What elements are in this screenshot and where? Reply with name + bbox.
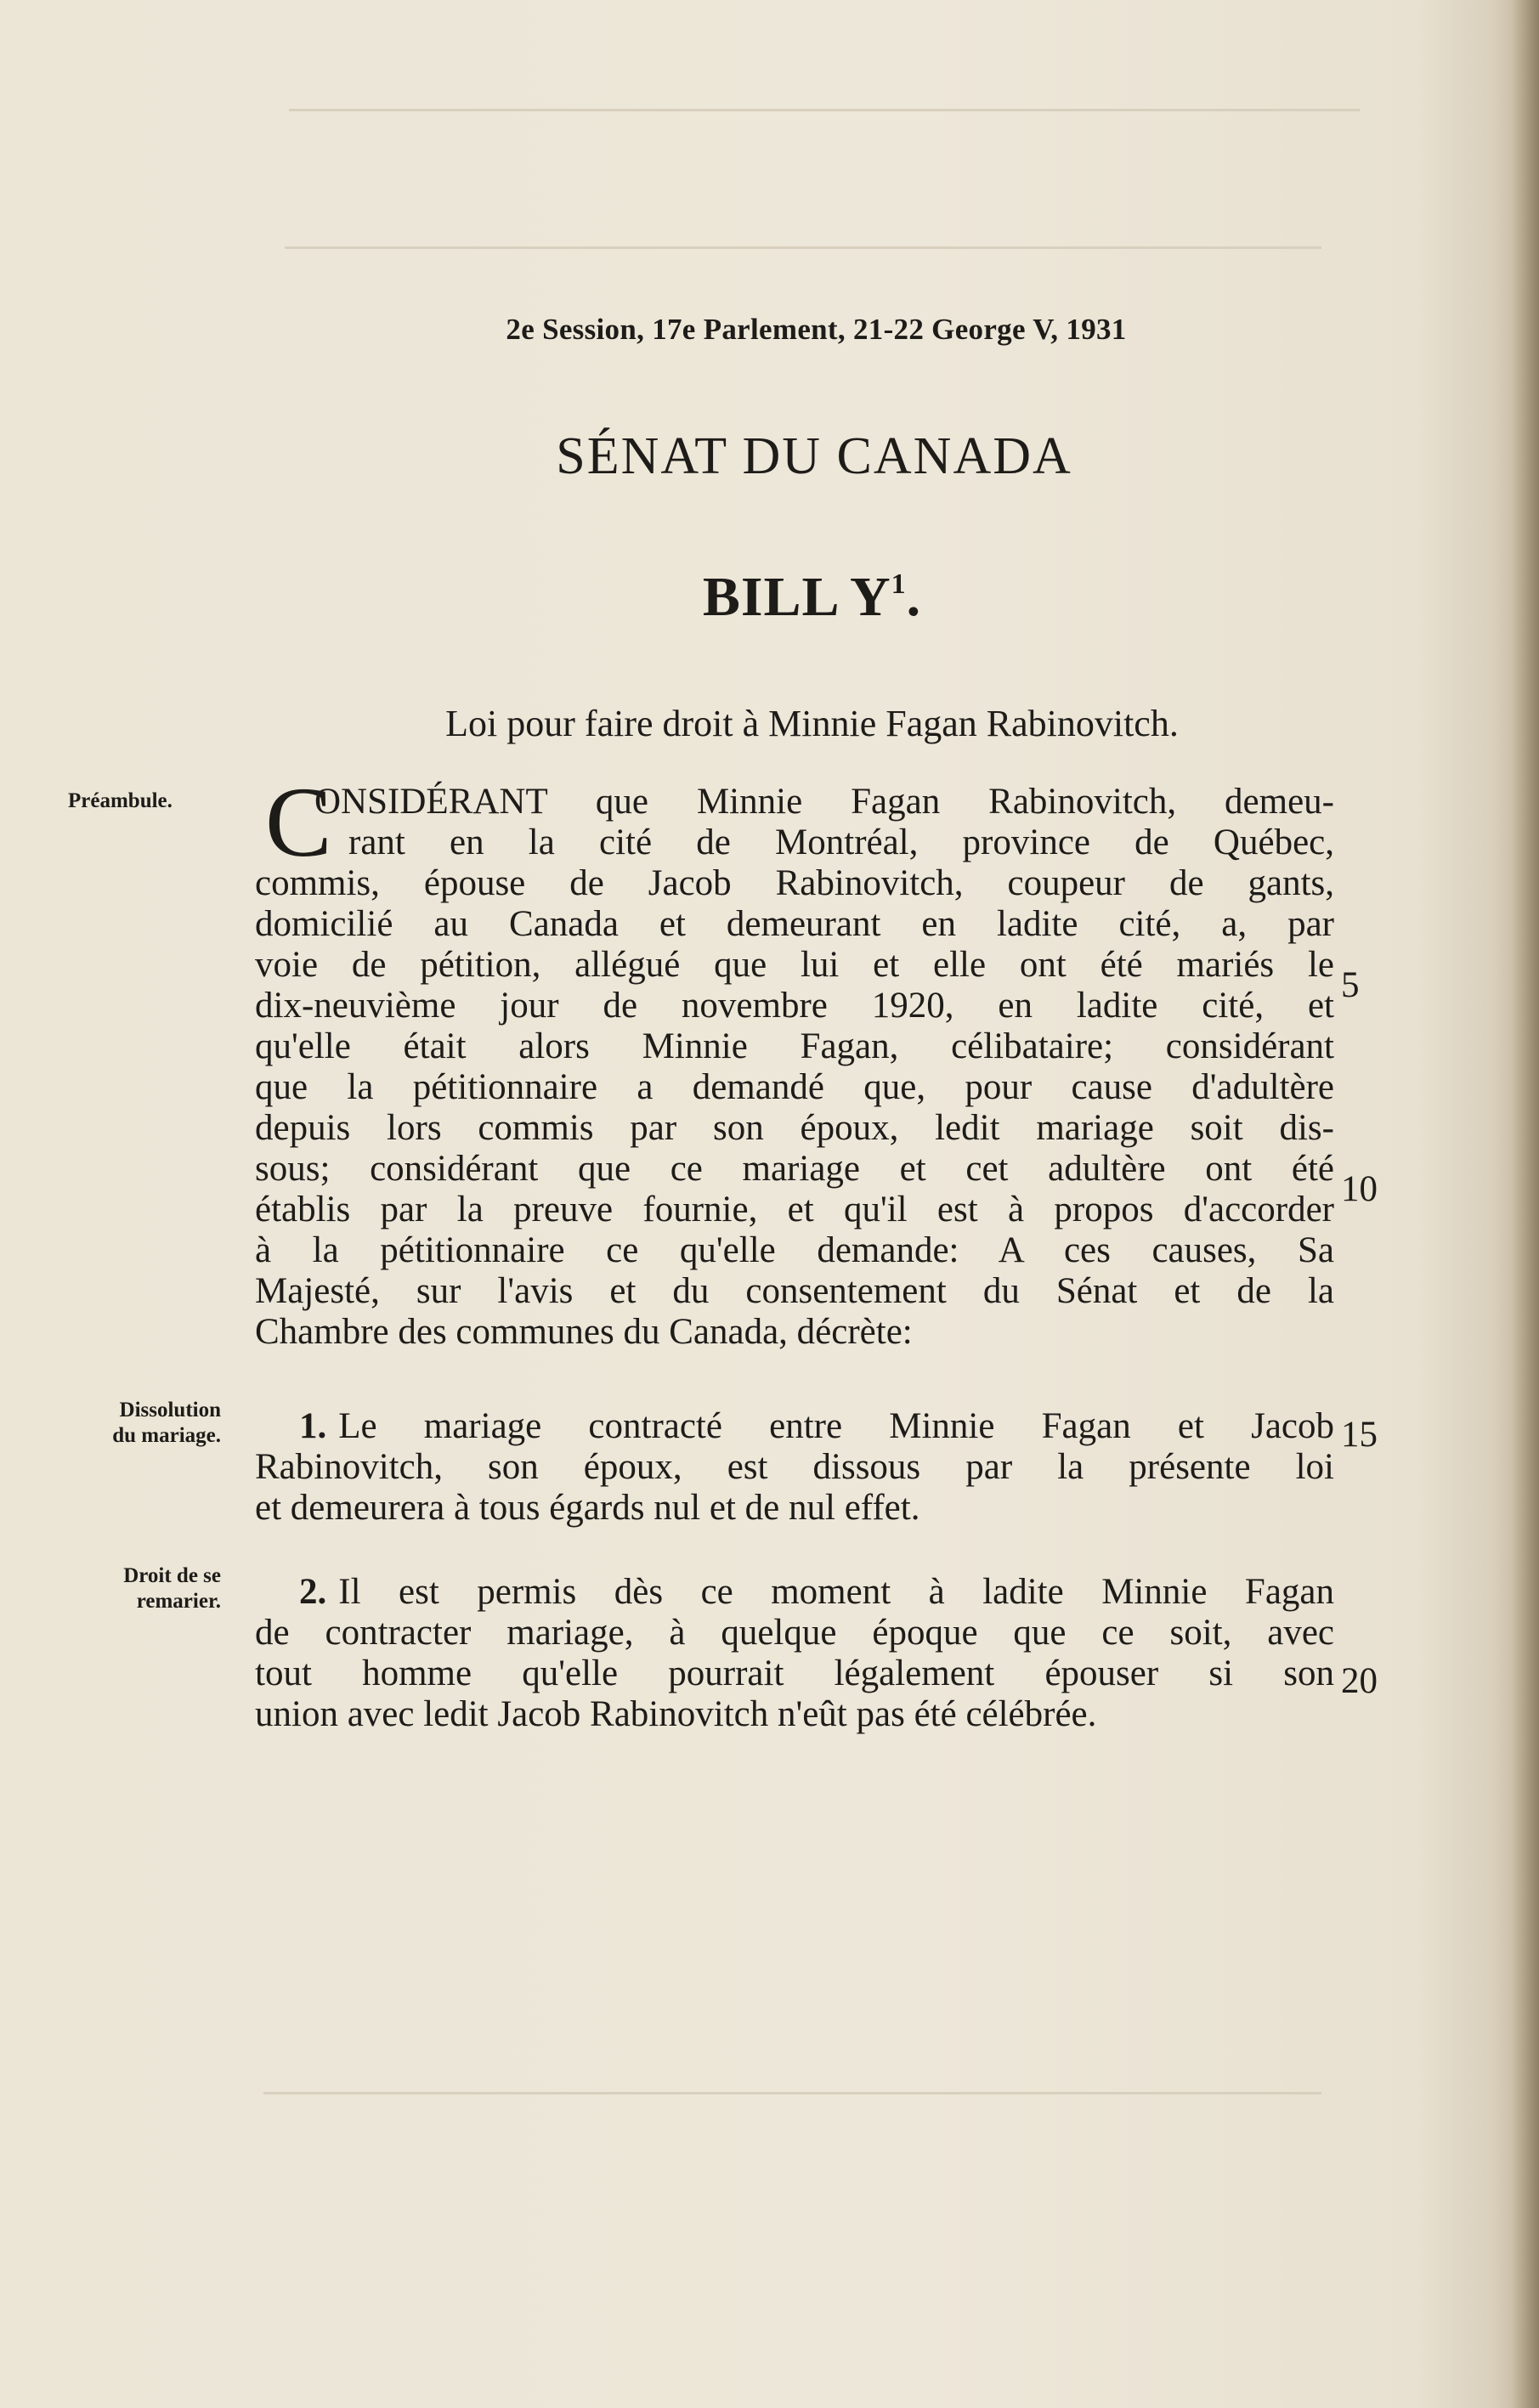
text-line: Majesté, sur l'avis et du consentement du Sénat et de la bbox=[255, 1271, 1334, 1311]
text-line: à la pétitionnaire ce qu'elle demande: A ces causes, Sa bbox=[255, 1230, 1334, 1270]
text-line: tout homme qu'elle pourrait légalement épouser si son bbox=[255, 1653, 1334, 1693]
article-number: 1. bbox=[299, 1406, 327, 1446]
line-number: 15 bbox=[1341, 1415, 1378, 1455]
margin-note-line: remarier. bbox=[136, 1590, 221, 1613]
text-line: et demeurera à tous égards nul et de nul effet. bbox=[255, 1488, 920, 1528]
margin-note-dissolution bbox=[68, 1398, 221, 1449]
article-text: Il est permis dès ce moment à ladite Minnie Fagan bbox=[338, 1572, 1334, 1612]
text-line: depuis lors commis par son époux, ledit mariage soit dis- bbox=[255, 1108, 1334, 1148]
show-through-rule bbox=[285, 246, 1321, 249]
margin-note-preamble: Préambule. bbox=[68, 789, 173, 812]
text-line: Rabinovitch, son époux, est dissous par la présente loi bbox=[255, 1447, 1334, 1487]
preamble-paragraph bbox=[255, 766, 1334, 1353]
line-number: 5 bbox=[1341, 965, 1360, 1005]
margin-note-line: Droit de se bbox=[123, 1564, 221, 1587]
bill-subtitle: Loi pour faire droit à Minnie Fagan Rabinovitch. bbox=[445, 703, 1179, 744]
session-header: 2e Session, 17e Parlement, 21-22 George V, 1931 bbox=[506, 313, 1127, 346]
text-line: ONSIDÉRANT que Minnie Fagan Rabinovitch, demeu- bbox=[314, 782, 1334, 822]
margin-note-line: du mariage. bbox=[112, 1424, 221, 1447]
article-1 bbox=[255, 1406, 1334, 1529]
line-number: 20 bbox=[1341, 1661, 1378, 1701]
text-line: commis, épouse de Jacob Rabinovitch, coupeur de gants, bbox=[255, 863, 1334, 903]
text-line: sous; considérant que ce mariage et cet adultère ont été bbox=[255, 1149, 1334, 1189]
chamber-title: SÉNAT DU CANADA bbox=[556, 427, 1072, 485]
text-line: rant en la cité de Montréal, province de Québec, bbox=[348, 822, 1334, 862]
margin-note-line: Dissolution bbox=[119, 1399, 221, 1422]
bill-suffix: . bbox=[906, 566, 922, 628]
article-2 bbox=[255, 1572, 1334, 1735]
bill-name: BILL Y bbox=[702, 566, 891, 628]
margin-note-remarier bbox=[68, 1563, 221, 1614]
line-number: 10 bbox=[1341, 1169, 1378, 1209]
text-line: établis par la preuve fournie, et qu'il est à propos d'accorder bbox=[255, 1190, 1334, 1229]
text-line: de contracter mariage, à quelque époque que ce soit, avec bbox=[255, 1613, 1334, 1653]
text-line: union avec ledit Jacob Rabinovitch n'eût pas été célébrée. bbox=[255, 1694, 1097, 1734]
text-line: dix-neuvième jour de novembre 1920, en ladite cité, et bbox=[255, 986, 1334, 1026]
text-line: que la pétitionnaire a demandé que, pour cause d'adultère bbox=[255, 1067, 1334, 1107]
text-line bbox=[255, 1406, 1334, 1447]
text-line: Chambre des communes du Canada, décrète: bbox=[255, 1312, 913, 1352]
text-line: qu'elle était alors Minnie Fagan, célibataire; considérant bbox=[255, 1026, 1334, 1066]
show-through-rule bbox=[289, 109, 1360, 111]
text-line: domicilié au Canada et demeurant en ladite cité, a, par bbox=[255, 904, 1334, 944]
drop-cap: C bbox=[265, 766, 332, 878]
article-number: 2. bbox=[299, 1572, 327, 1612]
text-line: voie de pétition, allégué que lui et elle ont été mariés le bbox=[255, 945, 1334, 985]
page-binding-edge bbox=[1510, 0, 1539, 2408]
show-through-rule bbox=[263, 2092, 1321, 2094]
article-text: Le mariage contracté entre Minnie Fagan et Jacob bbox=[338, 1406, 1334, 1446]
text-line bbox=[255, 1572, 1334, 1613]
bill-superscript: 1 bbox=[891, 568, 907, 600]
bill-title bbox=[0, 565, 1539, 630]
